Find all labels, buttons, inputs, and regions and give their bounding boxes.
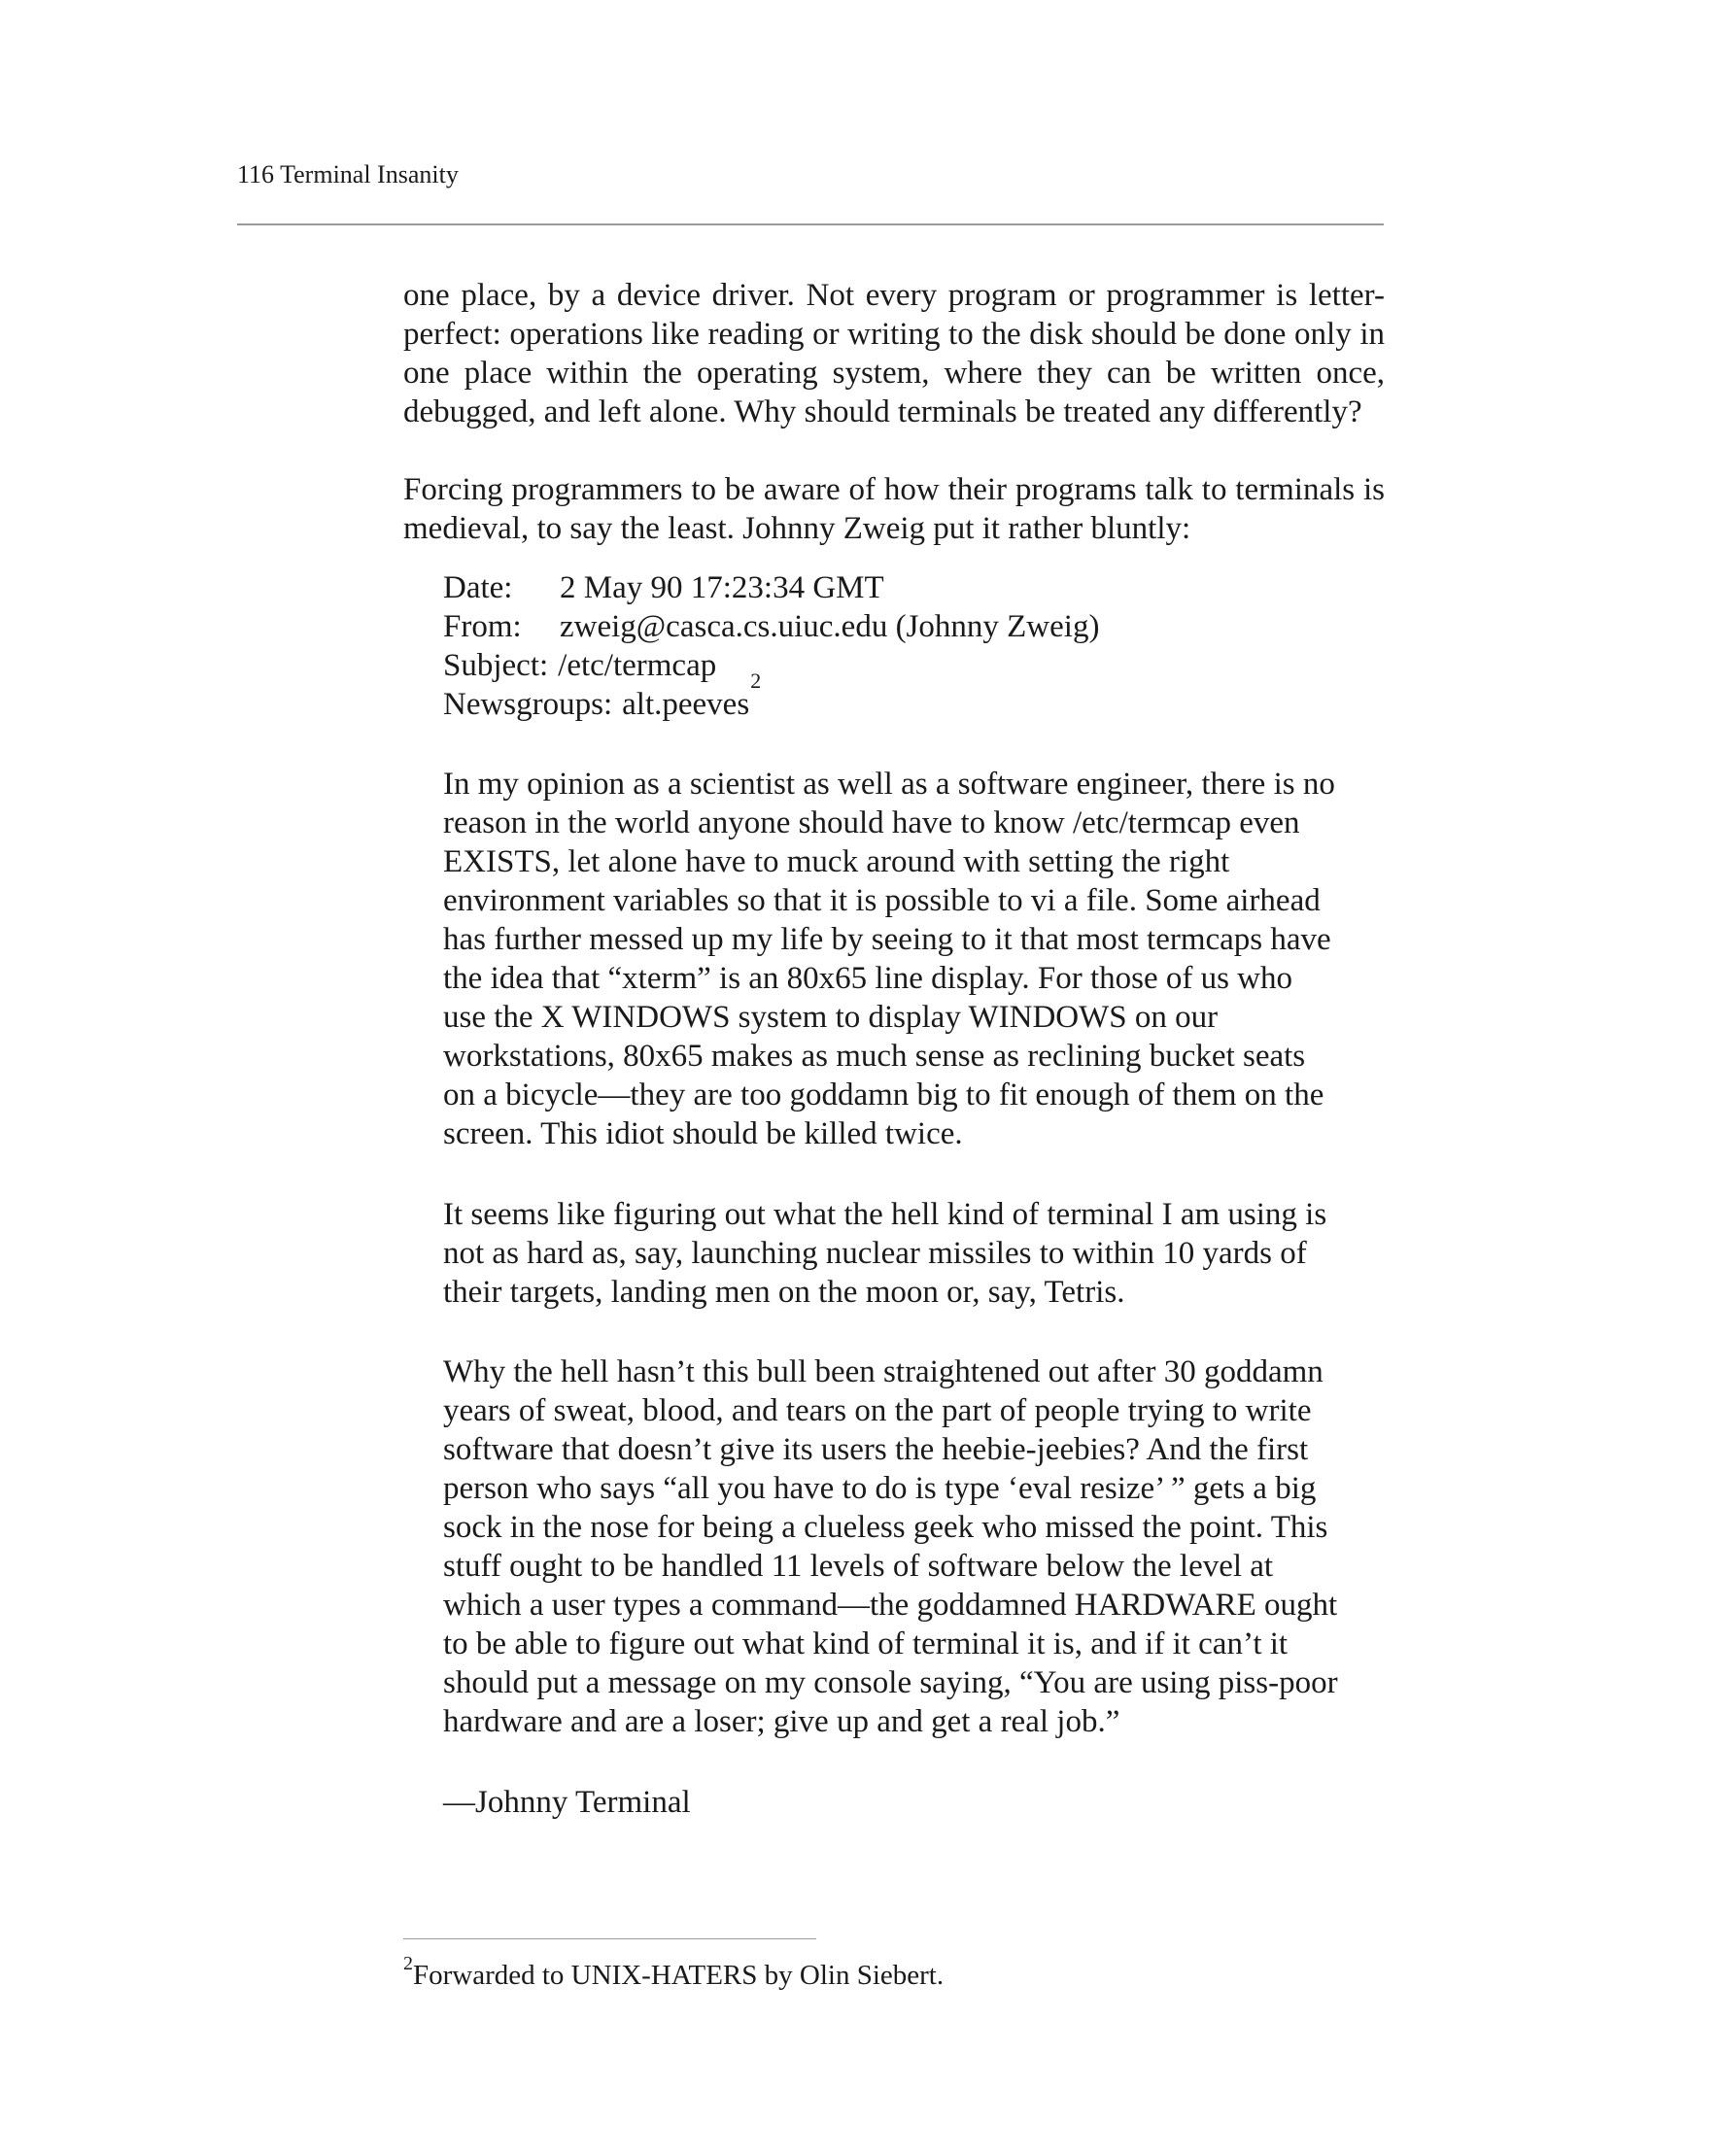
header-from [443, 607, 1339, 646]
header-rule [237, 223, 1384, 225]
from-value: zweig@casca.cs.uiuc.edu (Johnny Zweig) [560, 609, 1100, 644]
subject-label: Subject: [443, 648, 549, 683]
message-paragraph-2: It seems like figuring out what the hell kind of terminal I am using is not as hard as, say, launching nuclear missiles to within 10 yards of their targets, landing men on the moon or, say, Tetris. [443, 1197, 1327, 1310]
chapter-title: Terminal Insanity [280, 160, 459, 188]
body-paragraph-1: one place, by a device driver. Not every program or programmer is letter-perfect: operations like reading or writing to the disk should be done only in one place within the operating system, where they can be written once, debugged, and left alone. Why should terminals be treated any differently? [403, 278, 1385, 429]
date-label: Date: [443, 570, 513, 605]
footnote-marker: 2 [403, 1953, 413, 1975]
footnote-text: Forwarded to UNIX-HATERS by Olin Siebert. [413, 1960, 945, 1991]
header-date [443, 568, 1339, 607]
message-signature: —Johnny Terminal [443, 1785, 691, 1820]
footnote-rule [403, 1938, 816, 1939]
date-value: 2 May 90 17:23:34 GMT [560, 570, 884, 605]
footnote [403, 1953, 945, 1993]
newsgroups-label: Newsgroups: [443, 687, 613, 722]
body-paragraph-2: Forcing programmers to be aware of how their programs talk to terminals is medieval, to say the least. Johnny Zweig put it rather bluntly: [403, 472, 1385, 546]
running-head [237, 158, 459, 191]
from-label: From: [443, 609, 522, 644]
message-paragraph-3: Why the hell hasn’t this bull been straightened out after 30 goddamn years of sweat, blood, and tears on the part of people trying to write software that doesn’t give its users the heebie-jeebies? And the first person who says “all you have to do is type ‘eval resize’ ” gets a big sock in the nose for being a clueless geek who missed the point. This stuff ought to be handled 11 levels of software below the level at which a user types a command—the goddamned HARDWARE ought to be able to figure out what kind of terminal it is, and if it can’t it should put a message on my console saying, “You are using piss-poor hardware and are a loser; give up and get a real job.” [443, 1354, 1338, 1739]
page-number: 116 [237, 160, 275, 188]
newsgroups-value: alt.peeves [622, 687, 750, 722]
footnote-reference: 2 [750, 668, 762, 693]
subject-value: /etc/termcap [558, 648, 717, 683]
header-newsgroups [443, 668, 1339, 724]
message-headers [443, 568, 1339, 724]
message-paragraph-1: In my opinion as a scientist as well as a software engineer, there is no reason in the world anyone should have to know /etc/termcap even EXISTS, let alone have to muck around with setting the right environment variables so that it is possible to vi a file. Some airhead has further messed up my life by seeing to it that most termcaps have the idea that “xterm” is an 80x65 line display. For those of us who use the X WINDOWS system to display WINDOWS on our workstations, 80x65 makes as much sense as reclining bucket seats on a bicycle—they are too goddamn big to fit enough of them on the screen. This idiot should be killed twice. [443, 767, 1335, 1151]
header-subject [443, 646, 1339, 685]
